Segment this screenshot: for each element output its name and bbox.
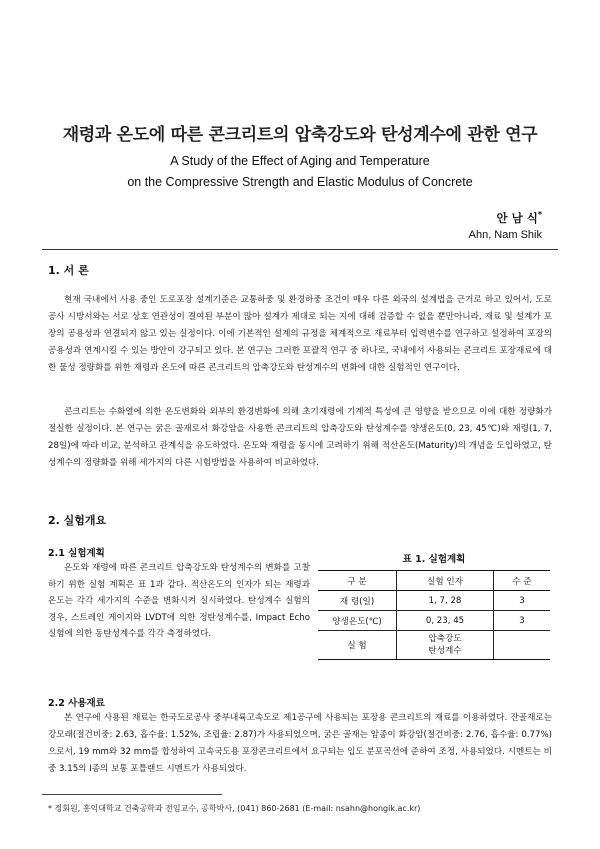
section1-heading: 1. 서 론 <box>48 264 89 277</box>
section1-paragraph-1: 현재 국내에서 사용 중인 도로포장 설계기준은 교통하중 및 환경하중 조건이 매우 다른 외국의 설계법을 근거로 하고 있어서, 도로공사 시방서와는 서로 상호 연관성이 결여된 부분이 많아 설계가 제대로 되는 지에 대해 검증할 수 없을 뿐만아니라, 재료 및 설계가 포장의 공용성과 연결되지 않고 있는 실정이다. 이에 기본적인 설계의 규정을 체계적으로 재료부터 입력변수를 연구하고 설정하여 포장의 공용성과 연계시킬 수 있는 방안이 강구되고 있다. 본 연구는 그러한 포괄적 연구 중 하나로, 국내에서 사용되는 콘크리트 포장재료에 대한 물성 정량화를 위한 재령과 온도에 따른 콘크리트의 압축강도와 탄성계수의 변화에 대한 실험적인 연구이다. <box>48 295 552 373</box>
table-cell: 3 <box>494 611 551 631</box>
section1-paragraph-2: 콘크리트는 수화열에 의한 온도변화와 외부의 환경변화에 의해 초기재령에 기계적 특성에 큰 영향을 받으므로 이에 대한 정량화가 절실한 실정이다. 본 연구는 굵은 골재로서 화강암을 사용한 콘크리트의 압축강도와 탄성계수를 양생온도(0, 23, 45℃)와 재령(1, 7, 28일)에 따라 비교, 분석하고 관계식을 유도하였다. 온도와 재령을 동시에 고려하기 위해 적산온도(Maturity)의 개념을 도입하였고, 탄성계수의 정량화를 위해 세가지의 다른 시험방법을 사용하여 비교하였다. <box>48 407 552 468</box>
table-cell: 1, 7, 28 <box>397 591 494 611</box>
author-english: Ahn, Nam Shik <box>468 229 542 241</box>
table1-caption: 표 1. 실험계획 <box>402 554 466 565</box>
table-header-cell: 구 분 <box>318 571 397 591</box>
footnote-rule <box>42 794 222 795</box>
table-row <box>318 591 550 611</box>
table-cell: 압축강도 탄성계수 <box>397 631 494 660</box>
table-header-cell: 실험 인자 <box>397 571 494 591</box>
table-cell: 3 <box>494 591 551 611</box>
section2-heading: 2. 실험개요 <box>48 514 107 527</box>
header-rule <box>42 249 558 250</box>
paper-title-english-line1: A Study of the Effect of Aging and Temperature <box>170 154 430 168</box>
paper-title-english-line2: on the Compressive Strength and Elastic Modulus of Concrete <box>127 175 473 189</box>
table-cell: 실 험 <box>318 631 397 660</box>
table-row <box>318 611 550 631</box>
table-cell <box>494 631 551 660</box>
table-row <box>318 631 550 660</box>
author-footnote: * 정회원, 홍익대학교 건축공학과 전임교수, 공학박사, (041) 860-2681 (E-mail: nsahn@hongik.ac.kr) <box>48 804 421 813</box>
table-cell: 양생온도(℃) <box>318 611 397 631</box>
author-footnote-mark: * <box>537 210 542 220</box>
paper-title-korean: 재령과 온도에 따른 콘크리트의 압축강도와 탄성계수에 관한 연구 <box>62 125 538 145</box>
table-cell: 재 령(일) <box>318 591 397 611</box>
table-header-row <box>318 571 550 591</box>
experiment-plan-table <box>318 570 550 660</box>
subsection-2-2-paragraph: 본 연구에 사용된 재료는 한국도로공사 중부내륙고속도로 제1공구에 사용되는 포장용 콘크리트의 재료를 이용하였다. 잔골재로는 강모래(절건비중: 2.63, 흡수율: 1.52%, 조립율: 2.87)가 사용되었으며, 굵은 골재는 암종이 화강암(절건비중: 2.76, 흡수율: 0.77%)으로서, 19 mm와 32 mm를 합성하여 고속국도용 포장콘크리트에서 요구되는 입도 분포곡선에 준하여 조정, 사용되었다. 시멘트는 비중 3.15의 Ⅰ종의 보통 포틀랜드 시멘트가 사용되었다. <box>48 713 552 774</box>
author-korean-name: 안 남 식 <box>496 211 538 225</box>
table-header-cell: 수 준 <box>494 571 551 591</box>
subsection-2-1-heading: 2.1 실험계획 <box>48 548 105 559</box>
author-korean <box>496 210 542 226</box>
table-cell: 0, 23, 45 <box>397 611 494 631</box>
subsection-2-1-paragraph: 온도와 재령에 따른 콘크리트 압축강도와 탄성계수의 변화를 고찰하기 위한 실험 계획은 표 1과 같다. 적산온도의 인자가 되는 재령과 온도는 각각 세가지의 수준을 변화시켜 실시하였다. 탄성계수 실험의 경우, 스트레인 게이지와 LVDT에 의한 정탄성계수를, Impact Echo 실험에 의한 동탄성계수를 각각 측정하였다. <box>48 563 310 639</box>
subsection-2-2-heading: 2.2 사용재료 <box>48 698 105 709</box>
